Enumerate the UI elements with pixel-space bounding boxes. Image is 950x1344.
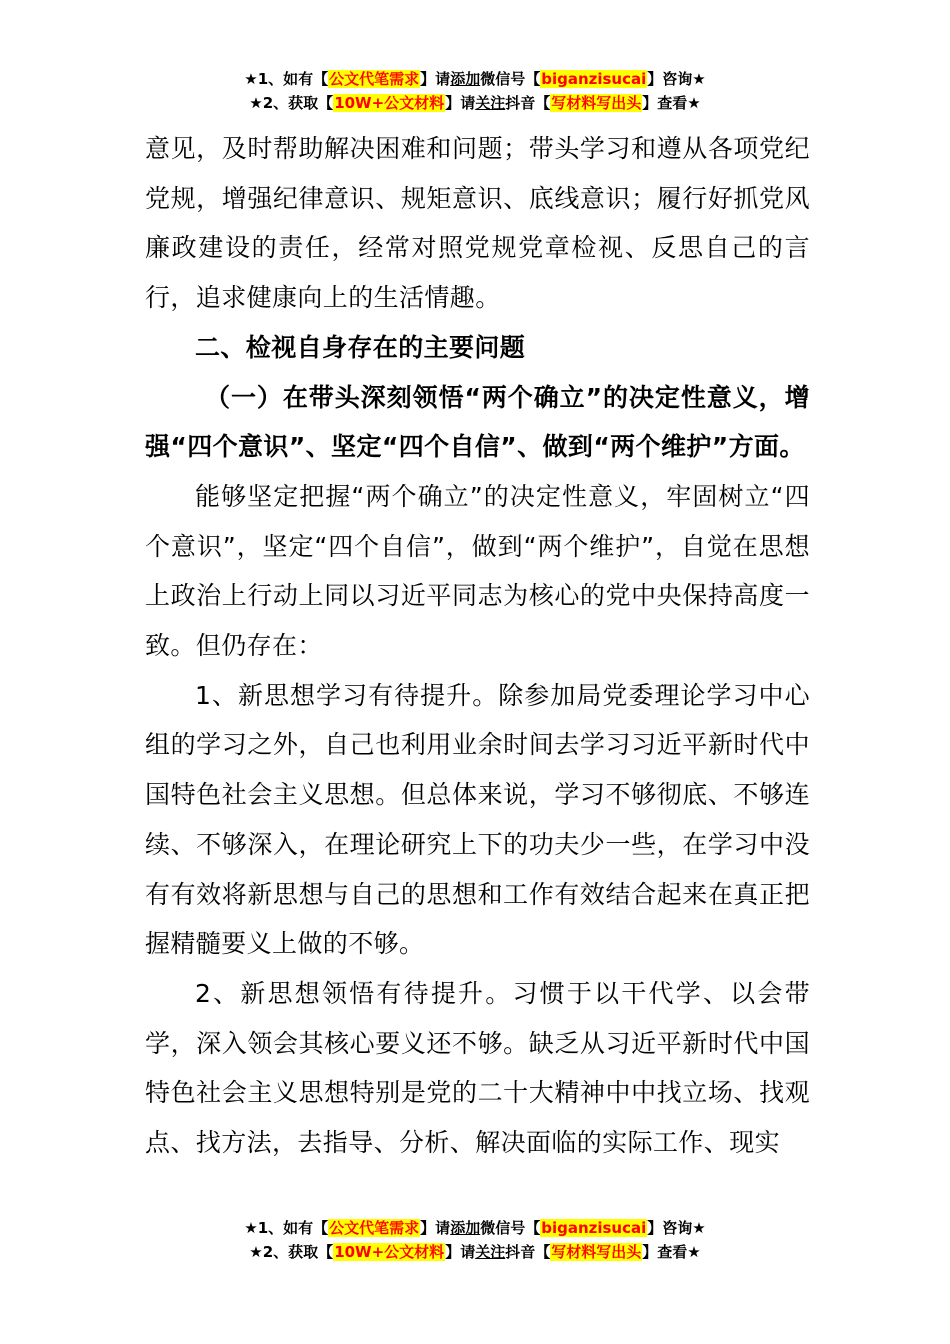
promo-wechat-id: biganzisucai (541, 1219, 647, 1237)
promo-text: ★1、如有【 (244, 1219, 329, 1237)
promo-text: ★2、获取【 (249, 1243, 334, 1261)
promo-douyin-id: 写材料写出头 (551, 1243, 642, 1261)
promo-highlight: 10W+公文材料 (334, 94, 445, 112)
promo-text: 微信号【 (480, 1219, 541, 1237)
promo-text: 】请 (445, 1243, 476, 1261)
promo-text: ★2、获取【 (249, 94, 334, 112)
paragraph-continued: 意见，及时帮助解决困难和问题；带头学习和遵从各项党纪党规，增强纪律意识、规矩意识、底线意识；履行好抓党风廉政建设的责任，经常对照党规党章检视、反思自己的言行，追求健康向上的生活情趣。 (145, 134, 810, 313)
paragraph: 能够坚定把握“两个确立”的决定性意义，牢固树立“四个意识”，坚定“四个自信”，做到“两个维护”，自觉在思想上政治上行动上同以习近平同志为核心的党中央保持高度一致。但仍存在： (145, 481, 810, 661)
promo-text: 】查看★ (642, 94, 701, 112)
footer-promo-banner (0, 1216, 950, 1264)
promo-douyin-id: 写材料写出头 (551, 94, 642, 112)
promo-text: 】请 (445, 94, 476, 112)
promo-text: 】咨询★ (647, 70, 706, 88)
section-heading: 二、检视自身存在的主要问题 (195, 332, 526, 362)
promo-wechat-id: biganzisucai (541, 70, 647, 88)
promo-underlined: 添加 (450, 70, 481, 88)
promo-highlight: 公文代笔需求 (329, 1219, 420, 1237)
promo-line-2 (0, 1240, 950, 1264)
promo-underlined: 添加 (450, 1219, 481, 1237)
promo-line-1 (0, 1216, 950, 1240)
promo-highlight: 10W+公文材料 (334, 1243, 445, 1261)
paragraph-item-2: 2、新思想领悟有待提升。习惯于以干代学、以会带学，深入领会其核心要义还不够。缺乏从习近平新时代中国特色社会主义思想特别是党的二十大精神中中找立场、找观点、找方法，去指导、分析、解决面临的实际工作、现实 (145, 978, 810, 1158)
promo-text: 】请 (420, 1219, 451, 1237)
promo-text: 抖音【 (505, 1243, 551, 1261)
promo-line-2 (0, 91, 950, 115)
promo-text: ★1、如有【 (244, 70, 329, 88)
promo-underlined: 关注 (475, 94, 506, 112)
promo-text: 抖音【 (505, 94, 551, 112)
promo-text: 】查看★ (642, 1243, 701, 1261)
promo-text: 微信号【 (480, 70, 541, 88)
document-body (145, 124, 810, 1168)
promo-highlight: 公文代笔需求 (329, 70, 420, 88)
header-promo-banner (0, 67, 950, 115)
promo-underlined: 关注 (475, 1243, 506, 1261)
promo-line-1 (0, 67, 950, 91)
subsection-heading: （一）在带头深刻领悟“两个确立”的决定性意义，增强“四个意识”、坚定“四个自信”、做到“两个维护”方面。 (145, 382, 810, 462)
promo-text: 】咨询★ (647, 1219, 706, 1237)
promo-text: 】请 (420, 70, 451, 88)
paragraph-item-1: 1、新思想学习有待提升。除参加局党委理论学习中心组的学习之外，自己也利用业余时间去学习习近平新时代中国特色社会主义思想。但总体来说，学习不够彻底、不够连续、不够深入，在理论研究上下的功夫少一些，在学习中没有有效将新思想与自己的思想和工作有效结合起来在真正把握精髓要义上做的不够。 (145, 680, 810, 959)
